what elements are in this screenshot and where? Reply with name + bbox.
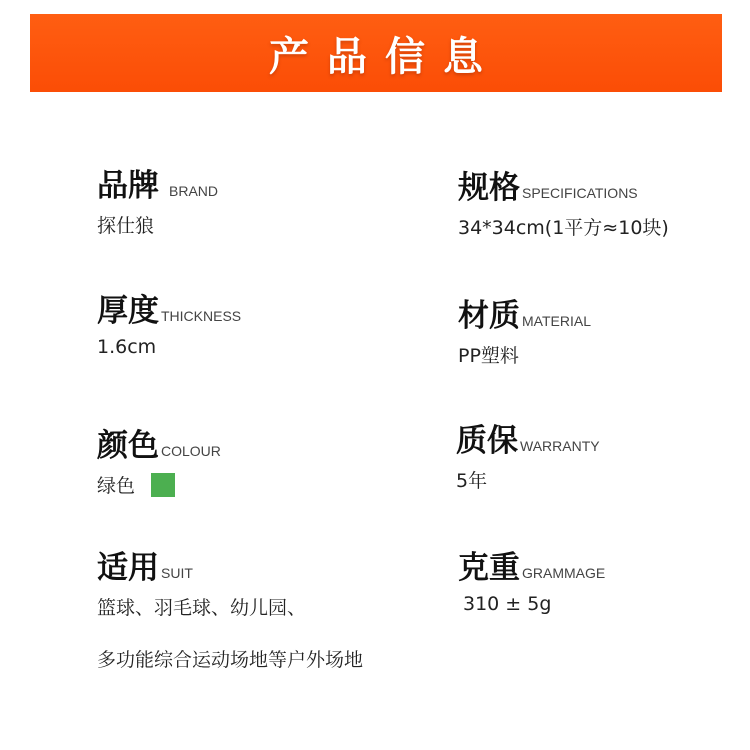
- field-brand: [97, 160, 218, 238]
- field-grammage: [458, 542, 605, 615]
- suit-value: 篮球、羽毛球、幼儿园、: [97, 597, 307, 619]
- thickness-value: 1.6cm: [97, 336, 157, 358]
- thickness-label: 厚度: [97, 293, 159, 329]
- suit-label-en: SUIT: [161, 565, 193, 581]
- specifications-label-en: SPECIFICATIONS: [522, 185, 638, 201]
- colour-label-en: COLOUR: [161, 443, 221, 459]
- page-title: 产品信息: [269, 33, 501, 80]
- colour-value: 绿色: [97, 475, 136, 497]
- specifications-label: 规格: [458, 170, 520, 206]
- field-specifications: [458, 162, 669, 240]
- field-colour: [97, 420, 221, 498]
- suit-label: 适用: [97, 550, 159, 586]
- warranty-label-en: WARRANTY: [520, 438, 600, 454]
- suit-value-line2: 多功能综合运动场地等户外场地: [97, 649, 364, 671]
- thickness-label-en: THICKNESS: [161, 308, 242, 324]
- specifications-value: 34*34cm(1平方≈10块): [458, 217, 669, 239]
- field-material: [458, 290, 591, 368]
- grammage-label-en: GRAMMAGE: [522, 565, 606, 581]
- field-suit: [97, 542, 306, 620]
- material-label-en: MATERIAL: [522, 313, 591, 329]
- grammage-label: 克重: [458, 550, 520, 586]
- field-warranty: [456, 415, 600, 493]
- field-thickness: [97, 285, 241, 358]
- material-value: PP塑料: [458, 345, 519, 367]
- warranty-value: 5年: [456, 470, 488, 492]
- brand-value: 探仕狼: [97, 215, 155, 237]
- brand-label-en: BRAND: [169, 183, 219, 199]
- colour-label: 颜色: [97, 428, 159, 464]
- warranty-label: 质保: [456, 423, 518, 459]
- colour-swatch: [151, 473, 175, 497]
- grammage-value: 310 ± 5g: [463, 593, 552, 615]
- brand-label: 品牌: [97, 168, 159, 204]
- header-banner: [30, 14, 722, 92]
- material-label: 材质: [458, 298, 520, 334]
